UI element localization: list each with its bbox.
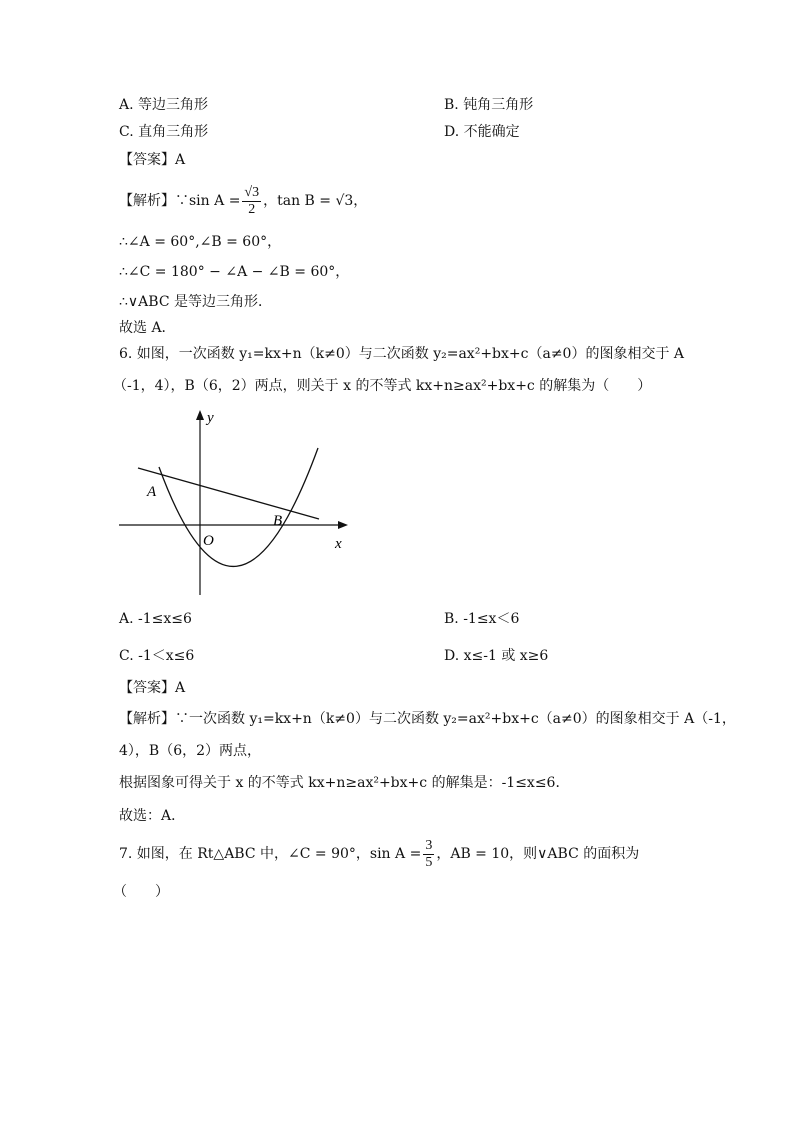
q6-function-graph xyxy=(119,405,354,600)
fraction-numerator: 3 xyxy=(425,837,433,853)
q5-analysis-tail: ，tan B = √3， xyxy=(263,193,368,209)
fraction-numerator: √3 xyxy=(244,184,260,200)
q6-analysis-line3: 根据图象可得关于 x 的不等式 kx+n≥ax²+bx+c 的解集是：-1≤x≤6． xyxy=(119,775,570,791)
q6-answer: 【答案】A xyxy=(119,680,186,696)
q5-option-b: B. 钝角三角形 xyxy=(444,97,534,113)
quadratic-function-curve xyxy=(159,448,318,566)
q5-analysis-line3: ∴∠C = 180° − ∠A − ∠B = 60°， xyxy=(119,264,350,280)
fraction-denominator: 5 xyxy=(425,854,433,870)
q5-option-c: C. 直角三角形 xyxy=(119,124,209,140)
point-b-label: B xyxy=(273,513,283,529)
q6-analysis-line1: 【解析】∵一次函数 y₁=kx+n（k≠0）与二次函数 y₂=ax²+bx+c（a≠0）的图象相交于 A（-1， xyxy=(119,711,736,727)
q7-stem-head: 7. 如图，在 Rt△ABC 中，∠C = 90°，sin A = xyxy=(119,846,422,862)
q5-analysis-line1 xyxy=(119,183,367,219)
q6-conclusion: 故选：A． xyxy=(119,808,186,824)
q5-analysis-line2: ∴∠A = 60°,∠B = 60°， xyxy=(119,234,282,250)
origin-label: O xyxy=(203,533,214,549)
q6-option-d: D. x≤-1 或 x≥6 xyxy=(444,648,549,664)
q7-stem-line2: （ ） xyxy=(113,884,169,900)
q5-analysis-head: 【解析】∵sin A = xyxy=(119,193,241,209)
fraction-denominator: 2 xyxy=(248,201,256,217)
q5-conclusion: 故选 A． xyxy=(119,320,176,336)
point-a-label: A xyxy=(147,484,157,500)
q6-option-b: B. -1≤x＜6 xyxy=(444,611,520,627)
x-axis-label: x xyxy=(335,536,342,552)
x-axis-arrow-icon xyxy=(338,521,348,529)
y-axis-arrow-icon xyxy=(196,410,204,420)
q5-answer: 【答案】A xyxy=(119,152,186,168)
q5-analysis-line4: ∴∨ABC 是等边三角形． xyxy=(119,294,272,310)
q6-analysis-line2: 4），B（6，2）两点， xyxy=(119,743,262,759)
q6-stem-line2: （-1，4），B（6，2）两点，则关于 x 的不等式 kx+n≥ax²+bx+c 的解集为（ ） xyxy=(113,378,652,394)
y-axis-label: y xyxy=(207,410,214,426)
q6-option-a: A. -1≤x≤6 xyxy=(119,611,192,627)
q7-stem-tail: ，AB = 10，则∨ABC 的面积为 xyxy=(436,846,640,862)
q5-option-a: A. 等边三角形 xyxy=(119,97,209,113)
q7-stem-line1 xyxy=(119,836,639,872)
three-fifths-fraction xyxy=(423,838,434,871)
sqrt3-over-2-fraction xyxy=(242,185,261,218)
q6-stem-line1: 6. 如图，一次函数 y₁=kx+n（k≠0）与二次函数 y₂=ax²+bx+c（a≠0）的图象相交于 A xyxy=(119,346,685,362)
linear-function-line xyxy=(138,468,319,519)
q5-option-d: D. 不能确定 xyxy=(444,124,520,140)
q6-option-c: C. -1＜x≤6 xyxy=(119,648,195,664)
